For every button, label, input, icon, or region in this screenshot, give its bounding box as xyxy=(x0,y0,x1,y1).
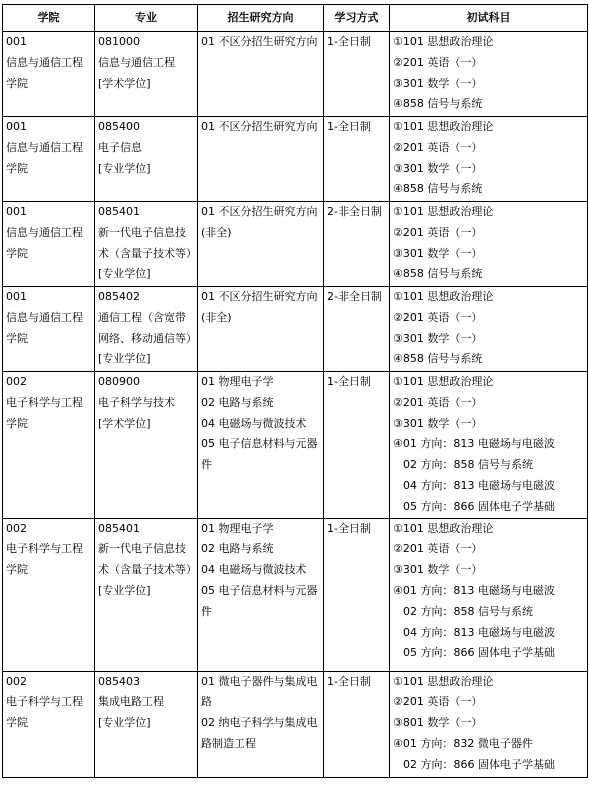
exam-subject-line: ④858 信号与系统 xyxy=(393,182,483,196)
direction-line: 05 电子信息材料与元器 xyxy=(201,437,318,451)
study-mode-cell xyxy=(324,287,390,372)
major-line: [专业学位] xyxy=(98,583,151,597)
major-cell xyxy=(95,518,198,671)
direction-line: 05 电子信息材料与元器 xyxy=(201,583,318,597)
major-line: 信息与通信工程 xyxy=(98,55,175,69)
exam-subject-line: ②201 英语（一） xyxy=(393,542,483,556)
header-college: 学院 xyxy=(3,5,95,32)
college-line: 002 xyxy=(6,375,27,388)
exam-subjects-cell xyxy=(390,117,588,202)
college-cell xyxy=(3,372,95,519)
study-mode-cell xyxy=(324,518,390,671)
table-row xyxy=(3,372,588,519)
study-mode-text: 1-全日制 xyxy=(327,375,371,388)
direction-cell xyxy=(198,287,324,372)
major-cell xyxy=(95,372,198,519)
exam-subject-line: ①101 思想政治理论 xyxy=(393,120,494,133)
exam-subject-line: 02 方向：858 信号与系统 xyxy=(403,604,533,618)
college-line: 电子科学与工程 xyxy=(6,695,83,709)
college-line: 001 xyxy=(6,205,27,218)
college-line: 电子科学与工程 xyxy=(6,542,83,556)
study-mode-text: 1-全日制 xyxy=(327,120,371,133)
direction-line: 件 xyxy=(201,458,212,472)
college-line: 学院 xyxy=(6,563,28,577)
study-mode-text: 1-全日制 xyxy=(327,35,371,48)
college-line: 学院 xyxy=(6,716,28,730)
exam-subject-line: ④01 方向：813 电磁场与电磁波 xyxy=(393,437,555,451)
exam-subject-line: ④01 方向：832 微电子器件 xyxy=(393,736,533,750)
exam-subject-line: ③301 数学（一） xyxy=(393,161,483,175)
major-line: [专业学位] xyxy=(98,352,151,366)
exam-subject-line: 05 方向：866 固体电子学基础 xyxy=(403,646,555,660)
college-line: 学院 xyxy=(6,161,28,175)
major-line: 新一代电子信息技 xyxy=(98,542,186,556)
exam-subject-line: ②201 英语（一） xyxy=(393,55,483,69)
direction-line: 04 电磁场与微波技术 xyxy=(201,416,307,430)
direction-line: 01 物理电子学 xyxy=(201,375,274,388)
direction-line: 01 不区分招生研究方向 xyxy=(201,290,318,303)
college-line: 002 xyxy=(6,674,27,688)
exam-subject-line: ①101 思想政治理论 xyxy=(393,205,494,218)
major-line: 通信工程（含宽带 xyxy=(98,310,186,324)
direction-line: 01 微电子器件与集成电 xyxy=(201,674,318,688)
major-cell xyxy=(95,671,198,777)
exam-subject-line: ③301 数学（一） xyxy=(393,416,483,430)
exam-subject-line: ③301 数学（一） xyxy=(393,563,483,577)
exam-subject-line: 05 方向：866 固体电子学基础 xyxy=(403,499,555,513)
direction-line: 02 电路与系统 xyxy=(201,395,274,409)
major-line: 085401 xyxy=(98,205,140,218)
college-line: 学院 xyxy=(6,416,28,430)
major-line: [学术学位] xyxy=(98,416,151,430)
table-row xyxy=(3,287,588,372)
direction-cell xyxy=(198,671,324,777)
exam-subject-line: ①101 思想政治理论 xyxy=(393,521,494,535)
major-line: 术（含量子技术等） xyxy=(98,246,197,260)
exam-subject-line: ④01 方向：813 电磁场与电磁波 xyxy=(393,583,555,597)
direction-line: 04 电磁场与微波技术 xyxy=(201,563,307,577)
exam-subjects-cell xyxy=(390,32,588,117)
exam-subject-line: ④858 信号与系统 xyxy=(393,267,483,281)
major-line: 085401 xyxy=(98,521,140,535)
exam-subject-line: ②201 英语（一） xyxy=(393,395,483,409)
exam-subject-line: 02 方向：858 信号与系统 xyxy=(403,458,533,472)
exam-subject-line: ①101 思想政治理论 xyxy=(393,674,494,688)
exam-subjects-cell xyxy=(390,372,588,519)
college-line: 001 xyxy=(6,35,27,48)
major-cell xyxy=(95,32,198,117)
college-cell xyxy=(3,287,95,372)
direction-line: 02 电路与系统 xyxy=(201,542,274,556)
exam-subject-line: ①101 思想政治理论 xyxy=(393,375,494,388)
college-line: 002 xyxy=(6,521,27,535)
college-cell xyxy=(3,518,95,671)
header-exam-subjects: 初试科目 xyxy=(390,5,588,32)
study-mode-text: 2-非全日制 xyxy=(327,290,382,303)
header-major: 专业 xyxy=(95,5,198,32)
exam-subject-line: ③301 数学（一） xyxy=(393,76,483,90)
exam-subject-line: ①101 思想政治理论 xyxy=(393,290,494,303)
direction-line: 02 纳电子科学与集成电 xyxy=(201,716,318,730)
exam-subjects-cell xyxy=(390,287,588,372)
study-mode-cell xyxy=(324,671,390,777)
direction-line: 件 xyxy=(201,604,212,618)
table-row xyxy=(3,117,588,202)
study-mode-cell xyxy=(324,202,390,287)
exam-subject-line: 04 方向：813 电磁场与电磁波 xyxy=(403,625,555,639)
table-row xyxy=(3,518,588,671)
study-mode-text: 2-非全日制 xyxy=(327,205,382,218)
major-line: [专业学位] xyxy=(98,267,151,281)
major-line: [专业学位] xyxy=(98,161,151,175)
major-cell xyxy=(95,287,198,372)
exam-subject-line: ②201 英语（一） xyxy=(393,695,483,709)
college-cell xyxy=(3,671,95,777)
direction-cell xyxy=(198,202,324,287)
exam-subjects-cell xyxy=(390,518,588,671)
study-mode-cell xyxy=(324,117,390,202)
exam-subject-line: ①101 思想政治理论 xyxy=(393,35,494,48)
major-line: 085403 xyxy=(98,674,140,688)
direction-line: 路制造工程 xyxy=(201,736,256,750)
table-row xyxy=(3,202,588,287)
college-line: 学院 xyxy=(6,246,28,260)
header-row xyxy=(3,5,588,32)
direction-line: 01 不区分招生研究方向 xyxy=(201,120,318,133)
major-line: 电子信息 xyxy=(98,140,142,154)
direction-line: 路 xyxy=(201,695,212,709)
header-study-mode: 学习方式 xyxy=(324,5,390,32)
direction-line: (非全) xyxy=(201,225,232,239)
college-line: 学院 xyxy=(6,331,28,345)
study-mode-cell xyxy=(324,372,390,519)
direction-line: (非全) xyxy=(201,310,232,324)
exam-subject-line: ④858 信号与系统 xyxy=(393,97,483,111)
direction-cell xyxy=(198,32,324,117)
college-line: 信息与通信工程 xyxy=(6,140,83,154)
major-line: [专业学位] xyxy=(98,716,151,730)
exam-subject-line: ③801 数学（一） xyxy=(393,716,483,730)
exam-subject-line: ④858 信号与系统 xyxy=(393,352,483,366)
exam-subject-line: ②201 英语（一） xyxy=(393,225,483,239)
direction-line: 01 物理电子学 xyxy=(201,521,274,535)
college-cell xyxy=(3,202,95,287)
table-row xyxy=(3,671,588,777)
major-line: 080900 xyxy=(98,375,140,388)
major-line: 集成电路工程 xyxy=(98,695,164,709)
college-line: 001 xyxy=(6,120,27,133)
exam-subject-line: ②201 英语（一） xyxy=(393,310,483,324)
exam-subject-line: 02 方向：866 固体电子学基础 xyxy=(403,757,555,771)
college-cell xyxy=(3,117,95,202)
direction-line: 01 不区分招生研究方向 xyxy=(201,35,318,48)
major-line: 电子科学与技术 xyxy=(98,395,175,409)
college-line: 001 xyxy=(6,290,27,303)
major-line: 术（含量子技术等） xyxy=(98,563,197,577)
college-line: 信息与通信工程 xyxy=(6,225,83,239)
direction-cell xyxy=(198,518,324,671)
study-mode-text: 1-全日制 xyxy=(327,674,371,688)
major-line: 081000 xyxy=(98,35,140,48)
college-line: 信息与通信工程 xyxy=(6,55,83,69)
exam-subjects-cell xyxy=(390,671,588,777)
exam-subject-line: ③301 数学（一） xyxy=(393,246,483,260)
exam-subject-line: ③301 数学（一） xyxy=(393,331,483,345)
direction-cell xyxy=(198,372,324,519)
table-row xyxy=(3,32,588,117)
major-line: 085402 xyxy=(98,290,140,303)
major-line: 网络、移动通信等） xyxy=(98,331,197,345)
header-direction: 招生研究方向 xyxy=(198,5,324,32)
study-mode-cell xyxy=(324,32,390,117)
major-line: [学术学位] xyxy=(98,76,151,90)
exam-subjects-cell xyxy=(390,202,588,287)
college-cell xyxy=(3,32,95,117)
college-line: 电子科学与工程 xyxy=(6,395,83,409)
exam-subject-line: 04 方向：813 电磁场与电磁波 xyxy=(403,478,555,492)
exam-subject-line: ②201 英语（一） xyxy=(393,140,483,154)
study-mode-text: 1-全日制 xyxy=(327,521,371,535)
major-line: 新一代电子信息技 xyxy=(98,225,186,239)
major-cell xyxy=(95,202,198,287)
admissions-table xyxy=(2,4,588,778)
college-line: 学院 xyxy=(6,76,28,90)
college-line: 信息与通信工程 xyxy=(6,310,83,324)
direction-cell xyxy=(198,117,324,202)
direction-line: 01 不区分招生研究方向 xyxy=(201,205,318,218)
major-cell xyxy=(95,117,198,202)
major-line: 085400 xyxy=(98,120,140,133)
